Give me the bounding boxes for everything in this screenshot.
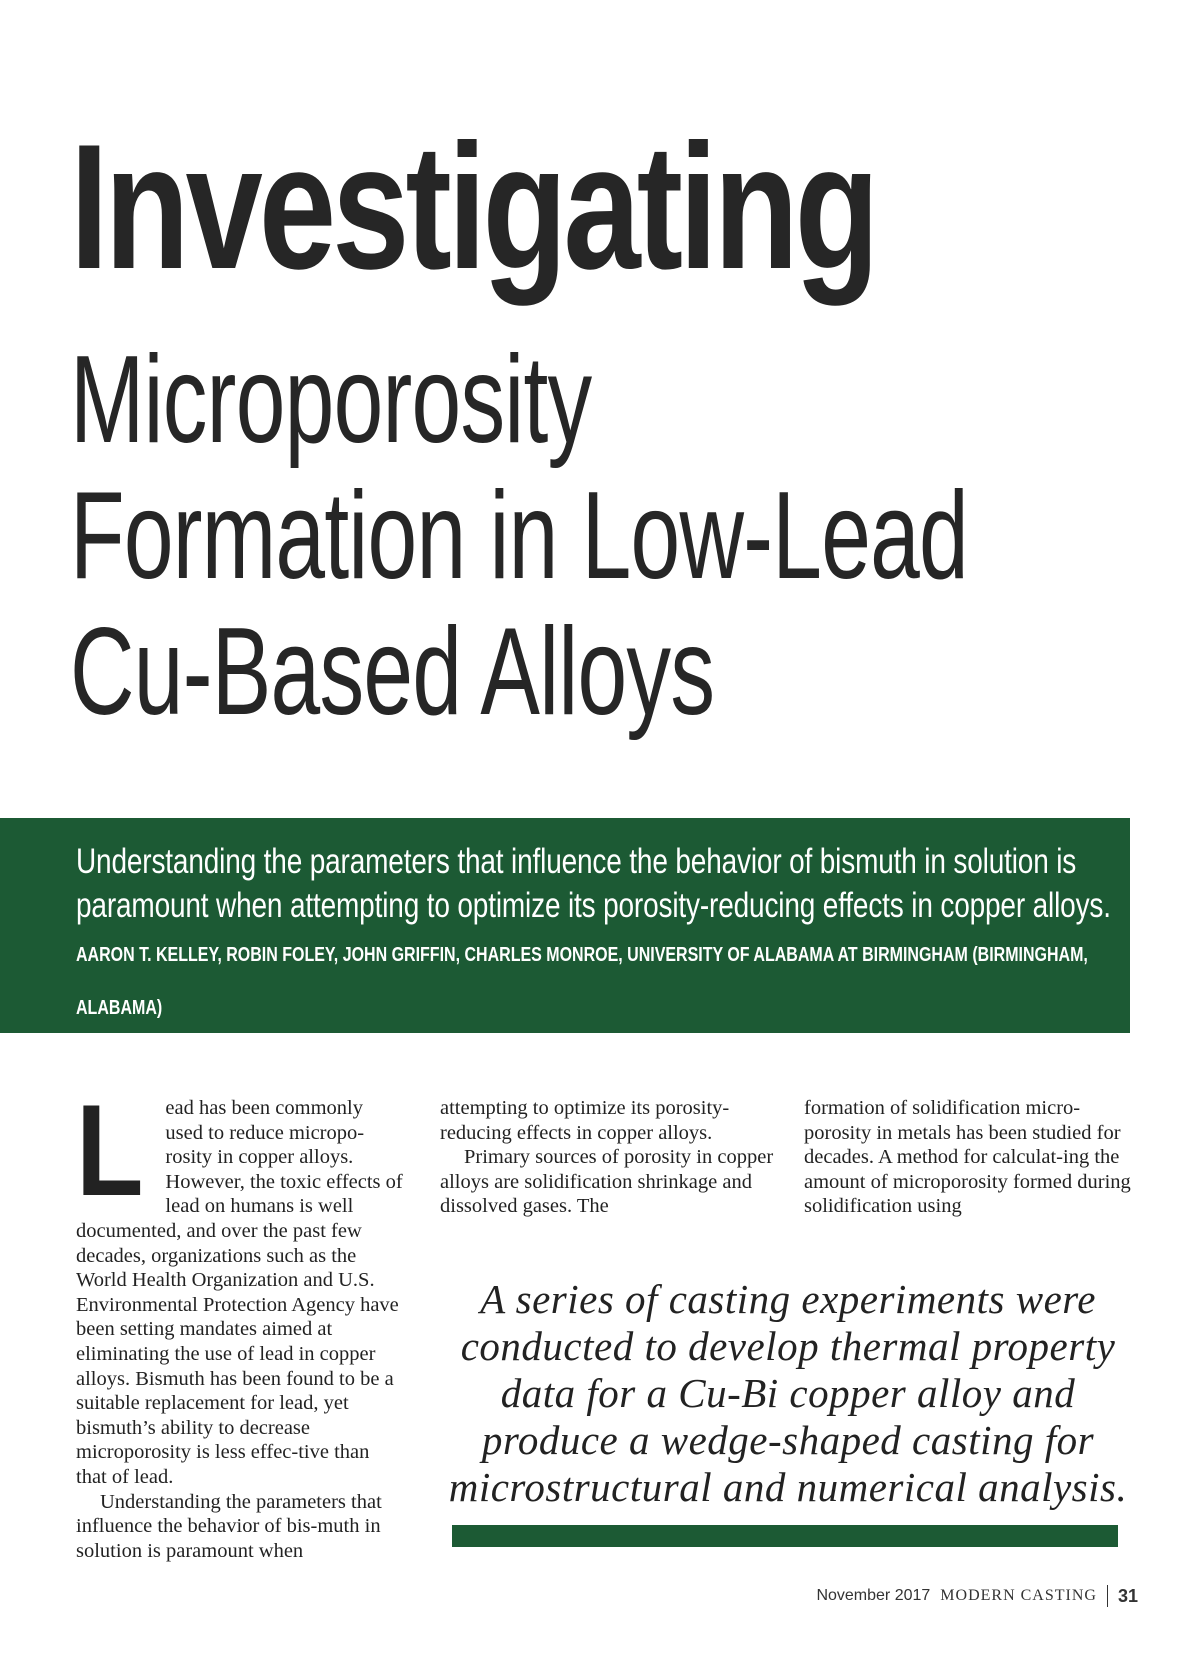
- deck-banner: [0, 818, 1130, 1033]
- body-column-2: [440, 1096, 776, 1219]
- magazine-name: MODERN CASTING: [940, 1587, 1097, 1604]
- body-column-3: [804, 1096, 1134, 1219]
- page-footer: [816, 1583, 1138, 1609]
- headline-line-2: Microporosity: [70, 331, 592, 469]
- issue-date: November 2017: [816, 1587, 931, 1604]
- page-number: 31: [1117, 1585, 1138, 1606]
- pull-quote: A series of casting experiments were conducted to develop thermal property data for a Cu-Bi copper alloy and produce a wedge-shaped casting for microstructural and numerical analysis.: [448, 1276, 1128, 1510]
- footer-divider: [1107, 1585, 1108, 1607]
- drop-cap: L: [76, 1077, 144, 1223]
- body-column-1: [76, 1077, 404, 1563]
- body-paragraph: formation of solidification micro-porosity in metals has been studied for decades. A method for calculat-ing the amount of microporosity formed during solidification using: [804, 1097, 1131, 1218]
- headline-line-4: Cu-Based Alloys: [70, 603, 715, 741]
- deck-summary: Understanding the parameters that influence the behavior of bismuth in solution is paramount when attempting to optimize its porosity-reducing effects in copper alloys.: [76, 842, 1111, 925]
- paragraph-text: ead has been commonly used to reduce micropo-rosity in copper alloys. However, the toxic effects of lead on humans is well documented, and over the past few decades, organizations such as the World Health Organization and U.S. Environmental Protection Agency have been setting mandates aimed at eliminating the use of lead in copper alloys. Bismuth has been found to be a suitable replacement for lead, yet bismuth’s ability to decrease microporosity is less effec-tive than that of lead.: [76, 1097, 403, 1488]
- author-byline: AARON T. KELLEY, ROBIN FOLEY, JOHN GRIFFIN, CHARLES MONROE, UNIVERSITY OF ALABAMA AT BIRMINGHAM (BIRMINGHAM, ALABAMA): [76, 944, 1088, 1019]
- body-paragraph: Primary sources of porosity in copper alloys are solidification shrinkage and dissolved gases. The: [440, 1146, 774, 1218]
- body-paragraph: attempting to optimize its porosity-reducing effects in copper alloys.: [440, 1097, 730, 1144]
- headline-line-3: Formation in Low-Lead: [70, 467, 968, 605]
- pull-quote-rule: [452, 1525, 1118, 1547]
- headline-line-1: Investigating: [70, 107, 876, 306]
- deck-text-block: [76, 840, 1140, 1034]
- body-paragraph: [76, 1077, 404, 1490]
- body-paragraph: Understanding the parameters that influence the behavior of bis-muth in solution is paramount when: [76, 1490, 382, 1562]
- headline-subtitle: [70, 331, 968, 741]
